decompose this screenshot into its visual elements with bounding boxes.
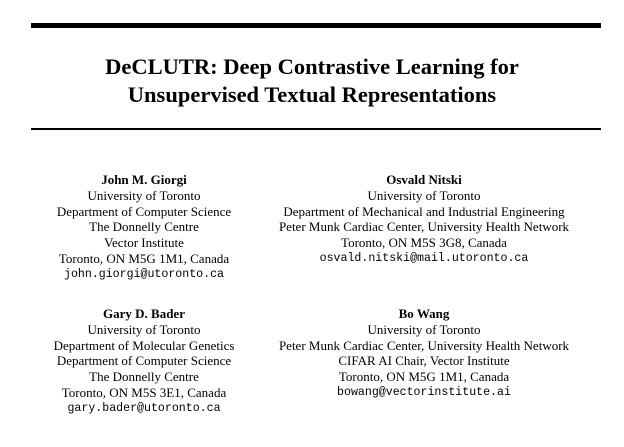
author-email: john.giorgi@utoronto.ca bbox=[63, 267, 225, 281]
author-block-nitski bbox=[274, 172, 574, 267]
author-affiliation: Toronto, ON M5G 1M1, Canada bbox=[338, 369, 510, 385]
author-affiliation: Peter Munk Cardiac Center, University Health Network bbox=[278, 337, 570, 353]
author-affiliation: CIFAR AI Chair, Vector Institute bbox=[338, 353, 510, 369]
author-affiliation: Toronto, ON M5G 1M1, Canada bbox=[58, 250, 230, 266]
author-block-bader bbox=[0, 306, 294, 417]
title-bottom-rule bbox=[31, 128, 601, 130]
author-affiliation: Toronto, ON M5S 3G8, Canada bbox=[341, 235, 507, 251]
author-affiliation: Peter Munk Cardiac Center, University Health Network bbox=[278, 219, 570, 235]
author-affiliation: University of Toronto bbox=[367, 321, 481, 337]
author-name: Gary D. Bader bbox=[103, 306, 185, 321]
author-affiliation: The Donnelly Centre bbox=[89, 369, 199, 385]
author-affiliation: The Donnelly Centre bbox=[89, 219, 199, 235]
author-block-giorgi bbox=[0, 172, 294, 283]
author-email: osvald.nitski@mail.utoronto.ca bbox=[319, 251, 529, 265]
author-affiliation: Department of Molecular Genetics bbox=[53, 337, 235, 353]
title-line-1: DeCLUTR: Deep Contrastive Learning for bbox=[105, 54, 519, 79]
paper-title bbox=[0, 53, 624, 109]
author-affiliation: Department of Mechanical and Industrial Engineering bbox=[283, 203, 565, 219]
author-name: Bo Wang bbox=[398, 306, 450, 321]
author-block-wang bbox=[274, 306, 574, 401]
author-affiliation: Department of Computer Science bbox=[56, 353, 232, 369]
author-name: John M. Giorgi bbox=[101, 172, 187, 187]
author-affiliation: University of Toronto bbox=[87, 187, 201, 203]
title-line-2: Unsupervised Textual Representations bbox=[127, 82, 497, 107]
author-affiliation: Department of Computer Science bbox=[56, 203, 232, 219]
author-affiliation: University of Toronto bbox=[367, 187, 481, 203]
top-rule bbox=[31, 23, 601, 28]
author-affiliation: Toronto, ON M5S 3E1, Canada bbox=[61, 384, 227, 400]
author-affiliation: Vector Institute bbox=[104, 235, 184, 251]
author-affiliation: University of Toronto bbox=[87, 321, 201, 337]
author-email: bowang@vectorinstitute.ai bbox=[337, 385, 511, 399]
author-name: Osvald Nitski bbox=[386, 172, 462, 187]
author-email: gary.bader@utoronto.ca bbox=[67, 401, 221, 415]
